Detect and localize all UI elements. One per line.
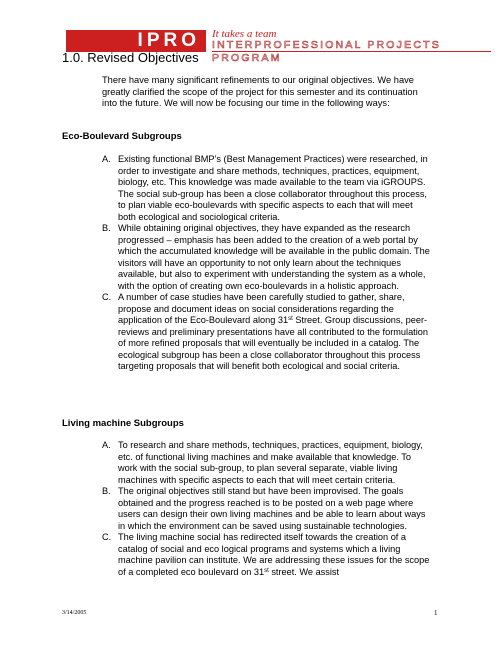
program-name: INTERPROFESSIONAL PROJECTS PROGRAM bbox=[212, 39, 441, 64]
list-item bbox=[102, 532, 430, 578]
list-item-text: The original objectives still stand but have been improvised. The goals obtained and the progress reached is to be posted on a web page where users can design their own living machines and be able to learn about ways in which the environment can be saved using sustainable technologies. bbox=[118, 486, 426, 531]
ipro-logo bbox=[66, 30, 206, 52]
header-rule bbox=[212, 51, 491, 52]
list-item-text: A number of case studies have been carefully studied to gather, share, propose and document ideas on social considerations regarding the application of the Eco-Boulevard along 31 bbox=[118, 292, 405, 325]
list-item-text: While obtaining original objectives, they have expanded as the research progressed – emphasis has been added to the creation of a web portal by which the accumulated knowledge will be available in the public domain. The visitors will have an opportunity to not only learn about the techniques available, but also to experiment with understanding the system as a whole, with the option of creating own eco-boulevards in a holistic approach. bbox=[118, 223, 430, 291]
list-marker: A. bbox=[102, 154, 111, 164]
list-marker: B. bbox=[102, 486, 111, 496]
list-marker: C. bbox=[102, 292, 112, 302]
list-item bbox=[102, 486, 430, 532]
living-machine-list bbox=[102, 440, 430, 578]
list-item bbox=[102, 154, 430, 223]
list-marker: C. bbox=[102, 532, 112, 542]
logo-text: IPRO bbox=[137, 30, 200, 51]
list-item bbox=[102, 292, 430, 373]
list-item-text: Existing functional BMP’s (Best Management Practices) were researched, in order to investigate and share methods, techniques, practices, equipment, biology, etc. This knowledge was made available to the team via iGROUPS. The social sub-group has been a close collaborator throughout this process, to plan viable eco-boulevards with specific aspects to each that will meet both ecological and sociological criteria. bbox=[118, 154, 428, 222]
list-item bbox=[102, 440, 430, 486]
list-marker: A. bbox=[102, 440, 111, 450]
ordinal-suffix: st bbox=[264, 567, 269, 574]
page-number: 1 bbox=[434, 609, 438, 617]
footer-date: 3/14/2005 bbox=[62, 610, 87, 616]
tagline: It takes a team bbox=[212, 28, 277, 40]
eco-boulevard-list bbox=[102, 154, 430, 373]
list-item-text: street. We assist bbox=[268, 566, 340, 577]
section-title: 1.0. Revised Objectives bbox=[62, 50, 199, 65]
list-item bbox=[102, 223, 430, 292]
living-machine-heading: Living machine Subgroups bbox=[62, 418, 184, 429]
ordinal-suffix: st bbox=[288, 316, 293, 322]
eco-boulevard-heading: Eco-Boulevard Subgroups bbox=[62, 131, 182, 142]
list-marker: B. bbox=[102, 223, 111, 233]
intro-paragraph: There have many significant refinements to our original objectives. We have greatly clarified the scope of the project for this semester and its continuation into the future. We will now be focusing our time in the following ways: bbox=[102, 75, 418, 109]
list-item-text: The living machine social has redirected itself towards the creation of a catalog of social and eco logical programs and systems which a living machine pavilion can institute. We are addressing these issues for the scope of a completed eco boulevard on 31 bbox=[118, 532, 430, 577]
list-item-text: Street. Group discussions, peer-reviews and preliminary presentations have all contributed to the formulation of more refined proposals that will eventually be included in a catalog. The ecological subgroup has been a close collaborator throughout this process targeting proposals that will benefit both ecological and social criteria. bbox=[118, 315, 428, 371]
list-item-text: To research and share methods, techniques, practices, equipment, biology, etc. of functional living machines and make available that knowledge. To work with the social sub-group, to plan several separate, viable living machines with specific aspects to each that will meet certain criteria. bbox=[118, 440, 423, 485]
